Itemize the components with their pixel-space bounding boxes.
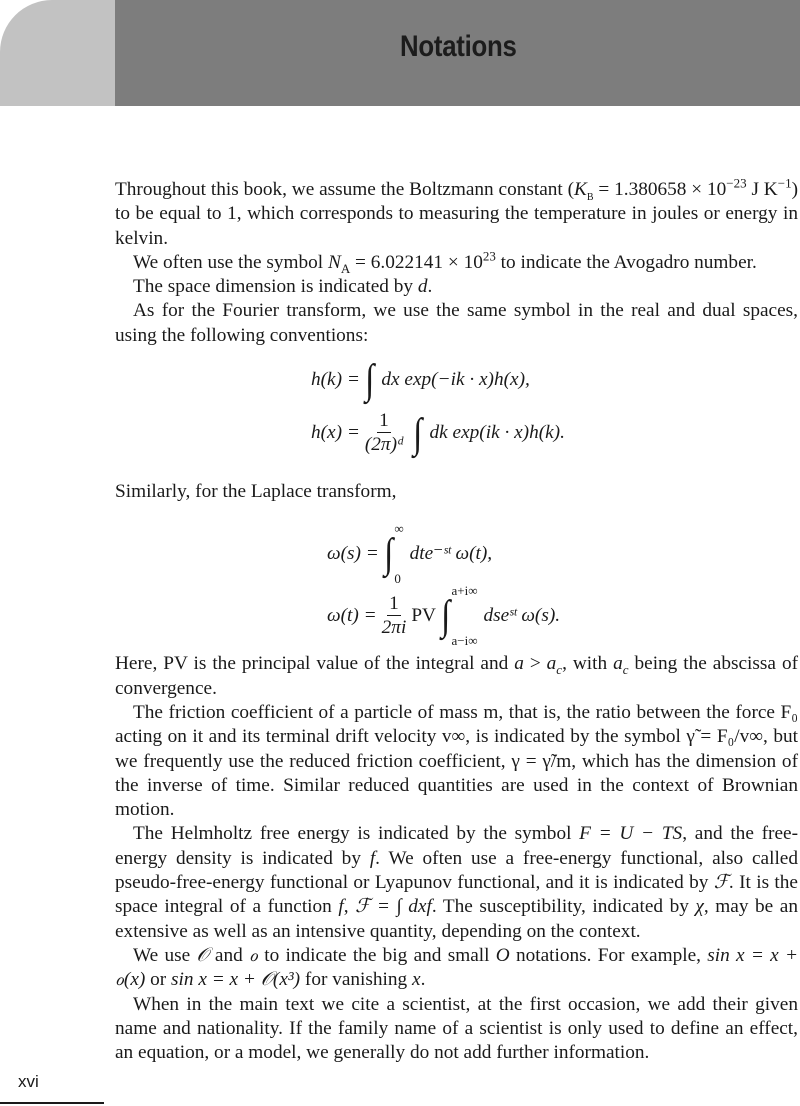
paragraph-helmholtz [115,822,798,943]
paragraph-fourier: As for the Fourier transform, we use the same symbol in the real and dual spaces, using the following conventions: [115,300,798,346]
body-text [115,175,799,1065]
text-span: We often use the symbol [133,251,328,273]
text-span: to indicate the Avogadro number. [495,251,757,273]
text-span: , and the free-energy density is indicated by [115,823,798,869]
integral-sign: ∫ [413,410,423,457]
equation-rhs: dte⁻ˢᵗ ω(t), [409,543,493,565]
text-span: = 6.022141 × 10 [350,251,483,273]
equation-lhs: ω(t) = [327,605,377,627]
symbol-d: d [417,276,428,298]
fraction [363,410,405,457]
math-inline: F = U − TS [579,823,683,845]
equation-laplace-inverse [327,584,560,648]
text-span: The space dimension is indicated by [133,276,418,298]
lower-limit: a−i∞ [451,633,478,649]
equation-lhs: h(x) = [311,422,360,444]
symbol-functional: ℱ [713,872,729,894]
symbol-a: a [546,653,557,675]
text-span: > [523,653,547,675]
paragraph-laplace: Similarly, for the Laplace transform, [115,481,397,503]
subscript: c [622,662,629,678]
upper-limit: a+i∞ [451,583,478,599]
denominator: 2πi [381,616,407,638]
text-span: . [427,276,433,298]
equation-rhs: dk exp(ik · x)h(k). [429,422,565,444]
equation-rhs: dx exp(−ik · x)h(x), [381,368,530,390]
denominator: (2π)ᵈ [364,434,403,456]
header-tab [0,0,118,106]
text-span: . The susceptibility, indicated by [431,896,696,918]
text-span: , with [562,653,614,675]
integral-sign: ∫ [441,593,451,640]
equation-laplace-forward [327,522,492,586]
text-span: or [145,969,172,991]
superscript: −1 [777,175,792,191]
integral-limits [394,522,403,586]
paragraph-principal-value [115,652,798,701]
upper-limit: ∞ [394,521,404,537]
paragraph-scientists: When in the main text we cite a scientist, at the first occasion, we add their given name and nationality. If the family name of a scientist is only used to define an effect, an equation, or a model, we generally do not add further information. [115,993,798,1064]
numerator: 1 [389,592,399,614]
symbol-o: O [495,944,510,966]
integral-sign: ∫ [383,531,394,578]
text-span: J K [746,179,778,200]
symbol-a: a [613,653,623,675]
laplace-equations [115,504,798,652]
symbol-small-o: ℴ [249,944,258,966]
text-span: , may be an extensive as well as an intensive quantity, depending on the context. [115,896,799,942]
text-span: for vanishing [300,969,413,991]
paragraph-big-o [115,944,798,993]
equation-lhs: ω(s) = [327,543,379,565]
equation-fourier-forward [311,357,530,404]
math-inline: ℱ = ∫ dxf [355,896,432,918]
integral-limits [452,584,478,648]
symbol-x: x [412,969,421,991]
paragraph-dimension [115,275,798,299]
math-inline: sin x = x + ℴ(x) [115,944,799,991]
equation-rhs: dseˢᵗ ω(s). [483,605,561,627]
symbol-a: a [514,653,524,675]
paragraph-boltzmann [115,175,798,251]
numerator: 1 [379,410,389,432]
text-span: Throughout this book, we assume the Boltzmann constant ( [115,179,575,200]
footer-rule [0,1102,104,1104]
fourier-equations [115,348,798,472]
symbol-f: f [369,847,376,869]
symbol-big-o: 𝒪 [196,944,209,966]
text-span: and [208,944,250,966]
equation-lhs: h(k) = [311,368,360,390]
superscript: 23 [482,248,496,264]
symbol-chi: χ [695,896,704,918]
text-span: being the abscissa of convergence. [115,653,799,699]
subscript: A [340,260,351,276]
page-number: xvi [18,1072,39,1091]
text-span: to indicate the big and small [257,944,496,966]
superscript: −23 [726,175,747,191]
text-span: Here, PV is the principal value of the integral and [115,653,515,675]
math-inline: sin x = x + 𝒪(x³) [171,969,301,991]
text-span: = 1.380658 × 10 [593,179,727,200]
paragraph-avogadro [115,248,798,276]
text-span: . [420,969,426,991]
fraction [380,593,409,640]
equation-fourier-inverse [311,410,565,457]
text-span: ) to be equal to 1, which corresponds to measuring the temperature in joules or energy in kelvin. [115,179,798,249]
symbol-f: f [338,896,344,918]
text-span: We use [133,944,197,966]
lower-limit: 0 [394,571,401,587]
text-span: The Helmholtz free energy is indicated by the symbol [133,823,580,845]
subscript: c [556,662,563,678]
page-title: Notations [400,30,517,63]
text-span: . We often use a free-energy functional, also called pseudo-free-energy functional or Lyapunov functional, and it is indicated by [115,847,798,894]
integral-sign: ∫ [365,357,375,404]
text-span: notations. For example, [509,944,708,966]
text-span: , [343,896,356,918]
paragraph-friction: The friction coefficient of a particle of mass m, that is, the ratio between the force F₀ acting on it and its terminal drift velocity v∞, is indicated by the symbol γ̃ = F₀/v∞, but we frequently use the reduced friction coefficient, γ = γ̃/m, which has the dimension of the inverse of time. Similar reduced quantities are used in the context of Brownian motion. [115,701,798,821]
pv-label: PV [411,605,436,627]
subscript: B [586,191,594,203]
text-span: . It is the space integral of a function [115,872,798,918]
symbol-n: N [327,251,341,273]
symbol-k: K [574,179,587,200]
